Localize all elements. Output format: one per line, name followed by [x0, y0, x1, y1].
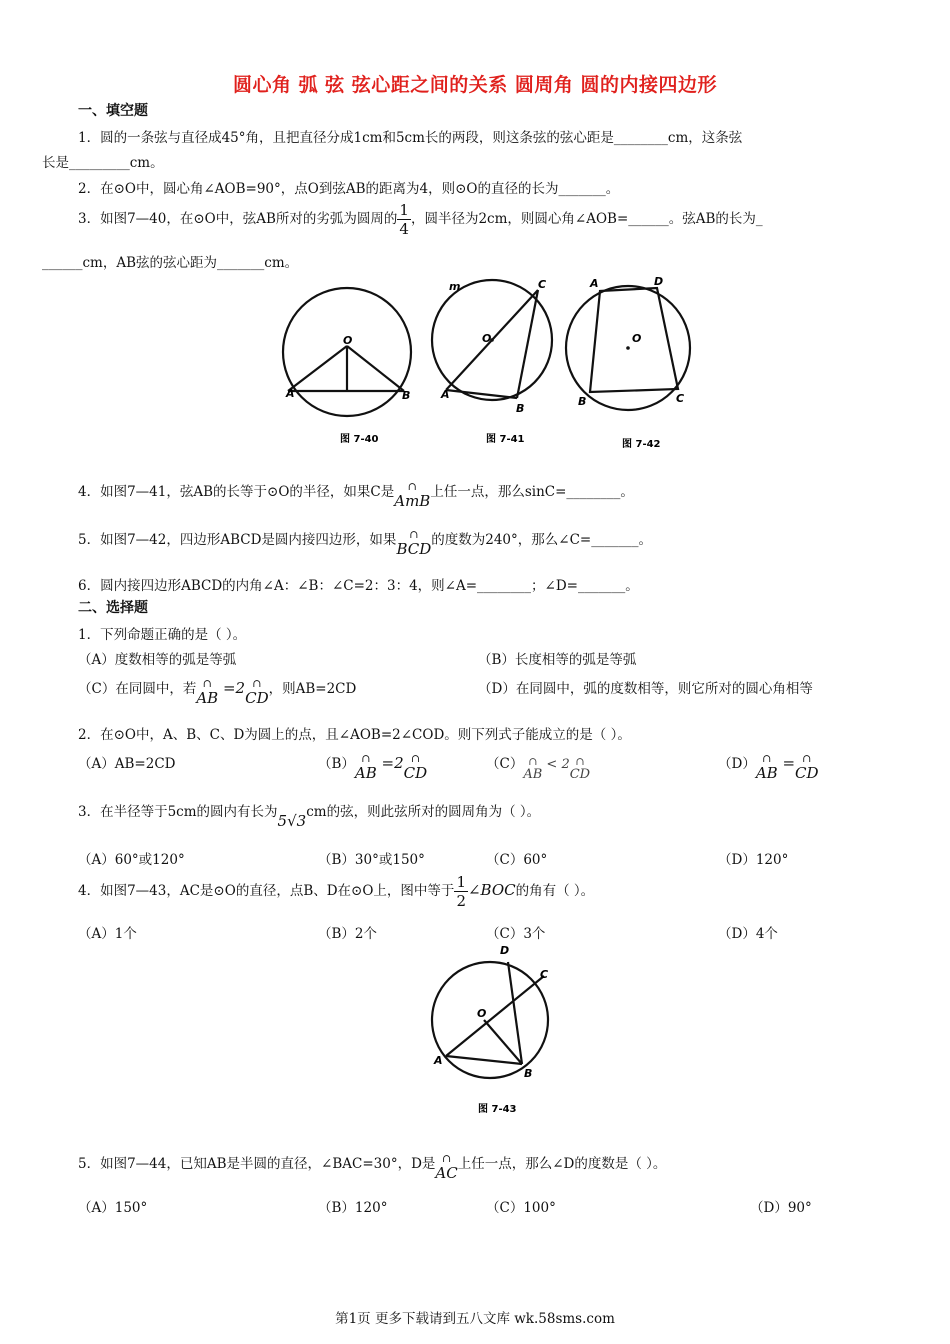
- arc-AB-text: AB: [196, 689, 219, 707]
- choice-q4-option-b: （B）2个: [318, 926, 378, 942]
- figures-740-741-742: [270, 270, 710, 455]
- fill-q2: 2．在⊙O中，圆心角∠AOB=90°，点O到弦AB的距离为4，则⊙O的直径的长为_______。: [78, 181, 620, 197]
- fill-q3-line1: [78, 201, 763, 238]
- fill-q5-post: 的度数为240°，那么∠C=_______。: [431, 532, 652, 548]
- arc-mark: ∩: [528, 755, 538, 768]
- label-O-743: O: [477, 1007, 487, 1020]
- label-B-740: B: [402, 389, 411, 402]
- arc-AB-q2c: [523, 755, 543, 782]
- choice-q5-option-d: （D）90°: [750, 1200, 812, 1216]
- q2d-eq: =: [777, 754, 796, 772]
- label-O-741: O: [482, 332, 492, 345]
- choice-q1-option-c: [78, 677, 356, 707]
- q2d-label: （D）: [718, 756, 756, 772]
- page-title: 圆心角 弧 弦 弦心距之间的关系 圆周角 圆的内接四边形: [232, 74, 718, 96]
- caption-7-40: 图 7-40: [340, 434, 379, 445]
- choice-q4-option-c: （C）3个: [486, 926, 546, 942]
- fill-q4-post: 上任一点，那么sinC=________。: [430, 484, 634, 500]
- choice-q5-option-c: （C）100°: [486, 1200, 556, 1216]
- arc-text: AB: [354, 764, 377, 782]
- figure-7-41: [432, 278, 552, 445]
- figure-7-40: [283, 288, 411, 445]
- choice-q3-option-c: （C）60°: [486, 852, 548, 868]
- label-O-742: O: [632, 332, 642, 345]
- arc-AmB-text: AmB: [394, 492, 431, 510]
- choice-q2-option-a: （A）AB=2CD: [78, 756, 176, 772]
- fill-q4-pre: 4．如图7—41，弦AB的长等于⊙O的半径，如果C是: [78, 484, 395, 500]
- choice-q1-option-d: （D）在同圆中，弧的度数相等，则它所对的圆心角相等: [478, 681, 813, 697]
- choice-q4: [78, 873, 594, 910]
- fill-q4: [78, 480, 634, 510]
- label-C-743: C: [540, 968, 549, 981]
- fill-q3-line2: ______cm，AB弦的弦心距为_______cm。: [42, 255, 299, 271]
- q1c-post: ，则AB=2CD: [268, 681, 357, 697]
- choice-q1-option-a: （A）度数相等的弧是等弧: [78, 652, 237, 668]
- q3-pre: 3．在半径等于5cm的圆内有长为: [78, 804, 278, 820]
- choice-q3-option-a: （A）60°或120°: [78, 852, 185, 868]
- label-m-741: m: [449, 280, 461, 293]
- label-C-741: C: [538, 278, 547, 291]
- arc-mark: ∩: [361, 752, 371, 765]
- arc-mark: ∩: [407, 480, 417, 493]
- angle-BOC: ∠BOC: [467, 881, 516, 899]
- q1c-eq: =2: [218, 679, 246, 697]
- arc-text: CD: [569, 767, 591, 782]
- fill-q5-pre: 5．如图7—42，四边形ABCD是圆内接四边形，如果: [78, 532, 397, 548]
- arc-mark: ∩: [441, 1152, 452, 1165]
- section-heading-choice: 二、选择题: [78, 600, 148, 616]
- choice-q5-option-b: （B）120°: [318, 1200, 388, 1216]
- arc-CD-q2c: [569, 755, 591, 782]
- choice-q4-option-a: （A）1个: [78, 926, 137, 942]
- choice-q3-option-d: （D）120°: [718, 852, 789, 868]
- arc-BCD-text: BCD: [396, 540, 432, 558]
- arc-CD-q2d: [795, 752, 819, 782]
- arc-text: AB: [523, 767, 543, 782]
- choice-q3: [78, 800, 540, 830]
- arc-text: CD: [795, 764, 819, 782]
- fraction-one-half: [454, 873, 468, 910]
- q5-post: 上任一点，那么∠D的度数是（ ）。: [457, 1156, 667, 1172]
- choice-q5-option-a: （A）150°: [78, 1200, 148, 1216]
- arc-mark: ∩: [202, 677, 212, 690]
- figure-7-42: [566, 275, 690, 450]
- label-A-742: A: [590, 277, 599, 290]
- arc-mark: ∩: [409, 528, 419, 541]
- label-B-741: B: [516, 402, 525, 415]
- fill-q3-post: ，圆半径为2cm，则圆心角∠AOB=______。弦AB的长为_: [410, 211, 763, 227]
- arc-AC: [435, 1152, 458, 1182]
- choice-q1: 1．下列命题正确的是（ ）。: [78, 627, 247, 643]
- arc-BCD: [396, 528, 432, 558]
- label-B-743: B: [524, 1067, 533, 1080]
- arc-AC-text: AC: [435, 1164, 458, 1182]
- q4-pre: 4．如图7—43，AC是⊙O的直径，点B、D在⊙O上，图中等于: [78, 883, 455, 899]
- choice-q1-option-b: （B）长度相等的弧是等弧: [478, 652, 637, 668]
- arc-AB: [196, 677, 219, 707]
- arc-mark: ∩: [802, 752, 812, 765]
- caption-7-41: 图 7-41: [486, 434, 525, 445]
- arc-AB-q2b: [354, 752, 377, 782]
- label-D-743: D: [500, 944, 510, 957]
- caption-7-43: 图 7-43: [478, 1104, 517, 1115]
- arc-mark: ∩: [252, 677, 262, 690]
- q1c-pre: （C）在同圆中，若: [78, 681, 197, 697]
- label-D-742: D: [654, 275, 664, 288]
- choice-q5: [78, 1152, 666, 1182]
- choice-q2-option-c: [486, 752, 590, 782]
- label-A-741: A: [441, 388, 450, 401]
- fill-q6: 6．圆内接四边形ABCD的内角∠A：∠B：∠C=2：3：4，则∠A=________；∠D=_______。: [78, 578, 639, 594]
- q2c-label: （C）: [486, 756, 524, 772]
- page-footer: 第1页 更多下载请到五八文库 wk.58sms.com: [335, 1311, 615, 1327]
- fraction-one-quarter: [397, 201, 411, 238]
- choice-q2-option-d: [718, 752, 819, 782]
- fill-q1-line2: 长是_________cm。: [42, 155, 164, 171]
- q5-pre: 5．如图7—44，已知AB是半圆的直径，∠BAC=30°，D是: [78, 1156, 436, 1172]
- choice-q4-option-d: （D）4个: [718, 926, 778, 942]
- choice-q2: 2．在⊙O中，A、B、C、D为圆上的点，且∠AOB=2∠COD。则下列式子能成立的是（ ）。: [78, 727, 631, 743]
- section-heading-fill: 一、填空题: [78, 103, 148, 119]
- figure-7-43: [420, 940, 560, 1120]
- label-A-743: A: [434, 1054, 443, 1067]
- label-B-742: B: [578, 395, 587, 408]
- label-O-740: O: [343, 334, 353, 347]
- q2b-eq: =2: [376, 754, 404, 772]
- q2b-label: （B）: [318, 756, 355, 772]
- arc-AB-q2d: [755, 752, 778, 782]
- q3-post: cm的弦，则此弦所对的圆周角为（ ）。: [306, 804, 541, 820]
- arc-text: CD: [403, 764, 428, 782]
- arc-text: AB: [755, 764, 778, 782]
- fraction-numerator: 1: [399, 201, 409, 219]
- fill-q5: [78, 528, 652, 558]
- label-A-740: A: [286, 387, 295, 400]
- q2c-lt: < 2: [542, 757, 570, 772]
- fraction-denominator: 4: [399, 220, 409, 238]
- arc-mark: ∩: [410, 752, 421, 765]
- arc-CD-q2b: [403, 752, 428, 782]
- fill-q3-pre: 3．如图7—40，在⊙O中，弦AB所对的劣弧为圆周的: [78, 211, 398, 227]
- q4-post: 的角有（ ）。: [515, 883, 595, 899]
- five-root-three: 5√3: [277, 812, 307, 830]
- label-C-742: C: [676, 392, 685, 405]
- arc-AmB: [394, 480, 431, 510]
- caption-7-42: 图 7-42: [622, 439, 661, 450]
- fraction-denominator: 2: [456, 892, 466, 910]
- fill-q1-line1: 1．圆的一条弦与直径成45°角，且把直径分成1cm和5cm长的两段，则这条弦的弦心距是________cm，这条弦: [78, 130, 743, 146]
- arc-mark: ∩: [762, 752, 772, 765]
- choice-q2-option-b: [318, 752, 427, 782]
- arc-mark: ∩: [575, 755, 585, 768]
- choice-q3-option-b: （B）30°或150°: [318, 852, 425, 868]
- arc-CD-text: CD: [245, 689, 269, 707]
- arc-CD: [245, 677, 269, 707]
- fraction-numerator: 1: [456, 873, 466, 891]
